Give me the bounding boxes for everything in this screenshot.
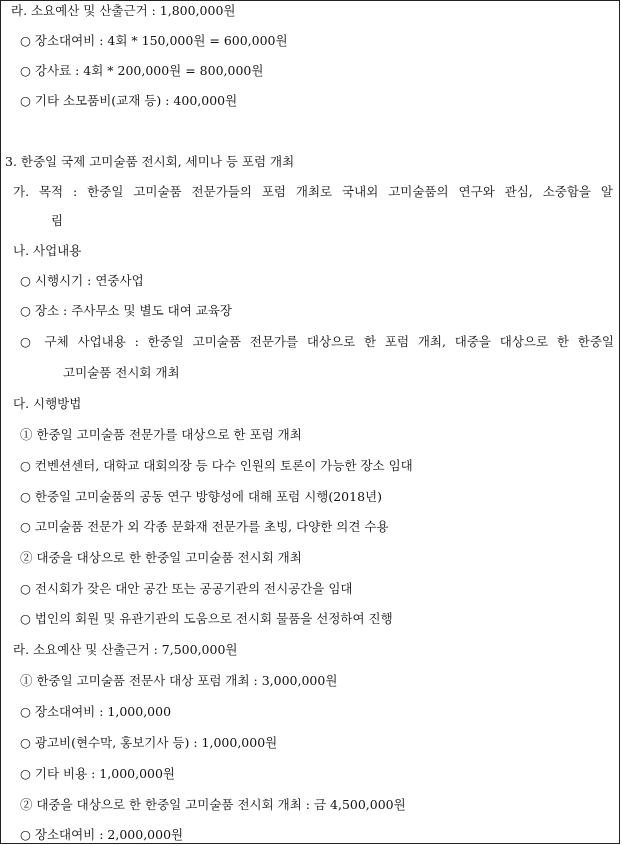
list-item: ○ 광고비(현수막, 홍보기사 등) : 1,000,000원 <box>20 735 278 750</box>
budget-heading-1: 라. 소요예산 및 산출근거 : 1,800,000원 <box>11 3 236 18</box>
purpose-line-continued: 림 <box>51 213 64 228</box>
list-item: ○ 장소대여비 : 2,000,000원 <box>20 827 184 842</box>
subsection-heading: 나. 사업내용 <box>13 243 82 258</box>
list-item: ○ 법인의 회원 및 유관기관의 도움으로 전시회 물품을 선정하여 진행 <box>20 611 393 626</box>
list-item: ○ 컨벤션센터, 대학교 대회의장 등 다수 인원의 토론이 가능한 장소 임대 <box>20 458 413 473</box>
numbered-item: ① 한중일 고미술품 전문사 대상 포럼 개최 : 3,000,000원 <box>20 673 338 688</box>
numbered-item: ① 한중일 고미술품 전문가를 대상으로 한 포럼 개최 <box>20 427 302 442</box>
subsection-heading: 다. 시행방법 <box>13 396 82 411</box>
list-item: ○ 기타 소모품비(교재 등) : 400,000원 <box>20 93 238 108</box>
list-item: ○ 한중일 고미술품의 공동 연구 방향성에 대해 포럼 시행(2018년) <box>20 489 382 504</box>
numbered-item: ② 대중을 대상으로 한 한중일 고미술품 전시회 개최 : 금 4,500,000원 <box>20 797 406 812</box>
list-item-continued: 고미술품 전시회 개최 <box>63 365 180 380</box>
section-heading: 3. 한중일 국제 고미술품 전시회, 세미나 등 포럼 개최 <box>5 154 295 169</box>
list-item: ○ 장소대여비 : 1,000,000 <box>20 704 172 719</box>
list-item: ○ 전시회가 잦은 대안 공간 또는 공공기관의 전시공간을 임대 <box>20 581 353 596</box>
list-item: ○ 시행시기 : 연중사업 <box>20 273 144 288</box>
budget-heading-2: 라. 소요예산 및 산출근거 : 7,500,000원 <box>13 642 238 657</box>
list-item: ○ 장소 : 주사무소 및 별도 대여 교육장 <box>20 303 232 318</box>
list-item: ○ 구체 사업내용 : 한중일 고미술품 전문가를 대상으로 한 포럼 개최, 대중을 대상으로 한 한중일 <box>20 334 614 349</box>
list-item: ○ 기타 비용 : 1,000,000원 <box>20 766 176 781</box>
list-item: ○ 강사료 : 4회 * 200,000원 = 800,000원 <box>20 63 264 78</box>
numbered-item: ② 대중을 대상으로 한 한중일 고미술품 전시회 개최 <box>20 550 302 565</box>
list-item: ○ 고미술품 전문가 외 각종 문화재 전문가를 초빙, 다양한 의견 수용 <box>20 519 389 534</box>
purpose-line: 가. 목적 : 한중일 고미술품 전문가들의 포럼 개최로 국내외 고미술품의 연구와 관심, 소중함을 알 <box>13 184 613 199</box>
list-item: ○ 장소대여비 : 4회 * 150,000원 = 600,000원 <box>20 33 288 48</box>
